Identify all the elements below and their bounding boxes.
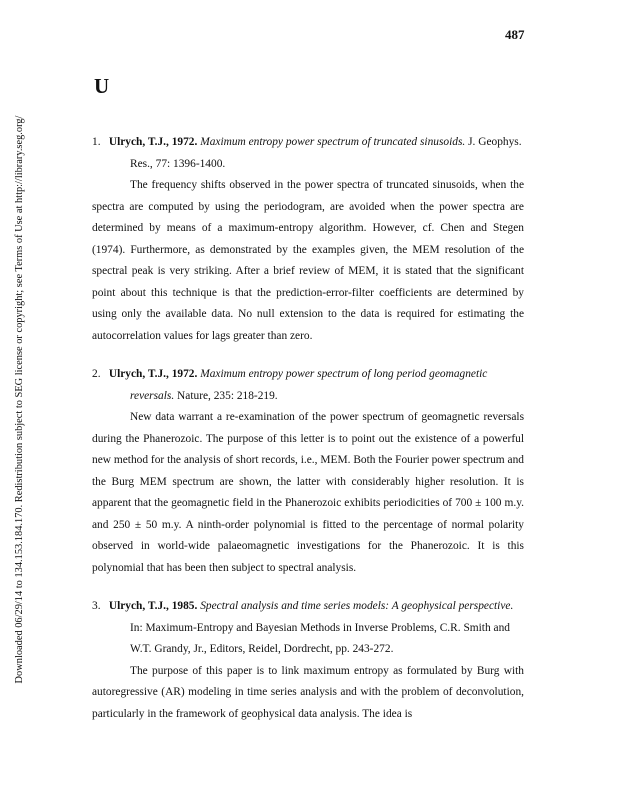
entry-title: Maximum entropy power spectrum of truncated sinusoids. [200,136,466,148]
entry-title: Maximum entropy power spectrum of long period geomagnetic reversals. [130,368,488,402]
reference-entry [92,596,524,725]
entry-source: J. Geophys. Res., 77: 1396-1400. [130,136,522,170]
entry-number: 1. [92,136,101,148]
download-notice: Downloaded 06/29/14 to 134.153.184.170. Redistribution subject to SEG license or copyright; see Terms of Use at http://library.seg.org/ [14,115,25,684]
entry-abstract: The frequency shifts observed in the power spectra of truncated sinusoids, when the spectra are computed by using the periodogram, are avoided when the power spectra are determined by means of a maximum-entropy algorithm. However, cf. Chen and Stegen (1974). Furthermore, as demonstrated by the examples given, the MEM resolution of the spectral peak is very striking. After a brief review of MEM, it is stated that the significant point about this technique is that the prediction-error-filter coefficients are determined by using only the available data. No null extension to the data is required for estimating the autocorrelation values for lags greater than zero. [92,179,524,342]
entry-author: Ulrych, T.J., 1985. [108,600,198,612]
entry-author: Ulrych, T.J., 1972. [108,136,198,148]
entry-source: Nature, 235: 218-219. [177,389,278,402]
entry-abstract: The purpose of this paper is to link maximum entropy as formulated by Burg with autoregressive (AR) modeling in time series analysis and with the problem of deconvolution, particularly in the framework of geophysical data analysis. The idea is [92,664,524,720]
reference-entry [92,132,524,347]
entry-number: 2. [92,368,101,380]
reference-list [92,132,524,725]
entry-source: In: Maximum-Entropy and Bayesian Methods in Inverse Problems, C.R. Smith and W.T. Grandy, Jr., Editors, Reidel, Dordrecht, pp. 243-272. [130,621,510,655]
citation [92,364,524,407]
entry-author: Ulrych, T.J., 1972. [108,368,198,380]
entry-abstract: New data warrant a re-examination of the power spectrum of geomagnetic reversals during the Phanerozoic. The purpose of this letter is to point out the existence of a powerful new method for the analysis of short records, i.e., MEM. Both the Fourier power spectrum and the Burg MEM spectrum are shown, the latter with considerably higher resolution. It is apparent that the geomagnetic field in the Phanerozoic exhibits periodicities of 700 ± 100 m.y. and 250 ± 50 m.y. A ninth-order polynomial is fitted to the percentage of normal polarity observed in world-wide palaeomagnetic investigations for the Phanerozoic. It is this polynomial that has been then subject to spectral analysis. [92,411,524,574]
reference-entry [92,364,524,579]
entry-number: 3. [92,600,101,612]
page-number: 487 [505,27,525,42]
entry-title: Spectral analysis and time series models: A geophysical perspective. [200,600,514,612]
section-heading: U [94,74,110,98]
citation [92,132,524,175]
citation [92,596,524,661]
